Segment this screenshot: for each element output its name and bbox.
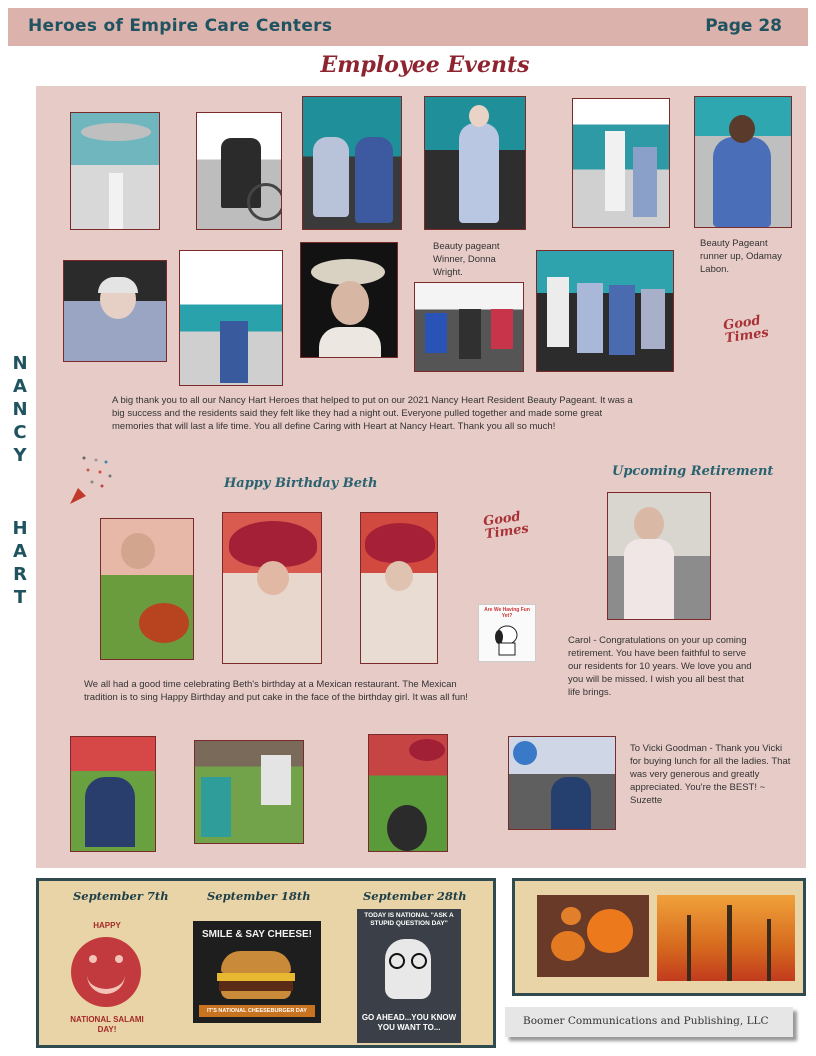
fun-sign-cartoon xyxy=(478,604,536,662)
good-times-graphic: Good Times xyxy=(722,313,770,347)
photo-guests-seated xyxy=(414,282,524,372)
caption-pageant-runner-up: Beauty Pageant runner up, Odamay Labon. xyxy=(700,238,782,275)
side-spacer xyxy=(10,467,30,517)
photo-decorated-room xyxy=(179,250,283,386)
side-letter: Y xyxy=(13,445,27,466)
national-day-date: September 28th xyxy=(363,889,467,903)
salami-bottom-text: NATIONAL SALAMI DAY! xyxy=(70,1015,144,1034)
photo-resident-hat xyxy=(300,242,398,358)
national-day-date: September 7th xyxy=(73,889,169,903)
photo-birthday-cake xyxy=(100,518,194,660)
retirement-paragraph: Carol - Congratulations on your up coming retirement. You have been faithful to serve our residents for 10 years. We love you and you will be missed. I wish you all best that life brings. xyxy=(568,635,752,698)
side-letter: H xyxy=(12,518,28,539)
publication-title: Heroes of Empire Care Centers xyxy=(28,16,333,36)
national-day-date: September 18th xyxy=(207,889,311,903)
pumpkins-image xyxy=(537,895,649,977)
photo-birthday-sombrero xyxy=(222,512,322,664)
birthday-title: Happy Birthday Beth xyxy=(224,476,378,491)
fun-sign-text: Are We Having Fun Yet? xyxy=(484,607,530,619)
photo-pageant-stage xyxy=(572,98,670,228)
snoopy-icon xyxy=(489,621,525,657)
photo-lunch-1 xyxy=(70,736,156,852)
photo-pageant-runner-up xyxy=(694,96,792,228)
lunch-thank-you-note: To Vicki Goodman - Thank you Vicki for buying lunch for all the ladies. That was very generous and greatly appreciated. You're the BEST! ~ Suzette xyxy=(630,743,791,806)
side-letter: A xyxy=(13,541,27,562)
cheeseburger-top-text: SMILE & SAY CHEESE! xyxy=(201,929,313,940)
photo-resident-smiling xyxy=(63,260,167,362)
photo-lunch-3 xyxy=(368,734,448,852)
photo-pageant-winner xyxy=(424,96,526,230)
caption-pageant-winner: Beauty pageant Winner, Donna Wright. xyxy=(433,241,500,278)
salami-top-text: HAPPY xyxy=(93,921,121,930)
publisher-name: Boomer Communications and Publishing, LLC xyxy=(523,1015,769,1027)
photo-event-hall xyxy=(70,112,160,230)
cheeseburger-image xyxy=(193,921,321,1023)
side-letter: C xyxy=(13,422,27,443)
salami-smiley-icon xyxy=(71,937,141,1007)
birthday-paragraph: We all had a good time celebrating Beth's birthday at a Mexican restaurant. The Mexican tradition is to sing Happy Birthday and put cake in the face of the birthday girl. It was all fun! xyxy=(84,679,468,703)
side-letter: R xyxy=(13,564,27,585)
page-header xyxy=(8,8,808,46)
autumn-images-panel xyxy=(512,878,806,996)
stupid-question-top-text: TODAY IS NATIONAL "ASK A STUPID QUESTION DAY" xyxy=(364,912,454,927)
side-letter: N xyxy=(12,353,28,374)
party-popper-icon xyxy=(66,452,116,508)
national-days-panel xyxy=(36,878,496,1048)
photo-pageant-queens xyxy=(302,96,402,230)
side-letter: N xyxy=(12,399,28,420)
autumn-forest-image xyxy=(657,895,795,981)
side-label-nancy-hart xyxy=(10,352,30,609)
footer-publisher xyxy=(505,1007,793,1037)
good-times-graphic-2: Good Times xyxy=(482,509,530,543)
photo-birthday-cake-face xyxy=(360,512,438,664)
photo-pageant-group xyxy=(536,250,674,372)
photo-lunch-vicki xyxy=(508,736,616,830)
side-letter: T xyxy=(13,587,27,608)
thank-you-paragraph: A big thank you to all our Nancy Hart Heroes that helped to put on our 2021 Nancy Heart Resident Beauty Pageant. It was a big success and the residents said they felt like they had a night out. Everyone pulled together and made some great memories that will last a life time. You all define Caring with Heart at Nancy Heart. Thank you all so much! xyxy=(112,395,633,432)
stupid-question-image xyxy=(357,909,461,1043)
page-number: Page 28 xyxy=(705,16,782,36)
section-title: Employee Events xyxy=(320,52,530,78)
photo-retirement-carol xyxy=(607,492,711,620)
stupid-question-bottom-text: GO AHEAD...YOU KNOW YOU WANT TO... xyxy=(361,1013,457,1032)
cheeseburger-bottom-text: IT'S NATIONAL CHEESEBURGER DAY xyxy=(199,1005,315,1017)
photo-resident-wheelchair xyxy=(196,112,282,230)
photo-lunch-2 xyxy=(194,740,304,844)
retirement-title: Upcoming Retirement xyxy=(612,464,774,479)
side-letter: A xyxy=(13,376,27,397)
